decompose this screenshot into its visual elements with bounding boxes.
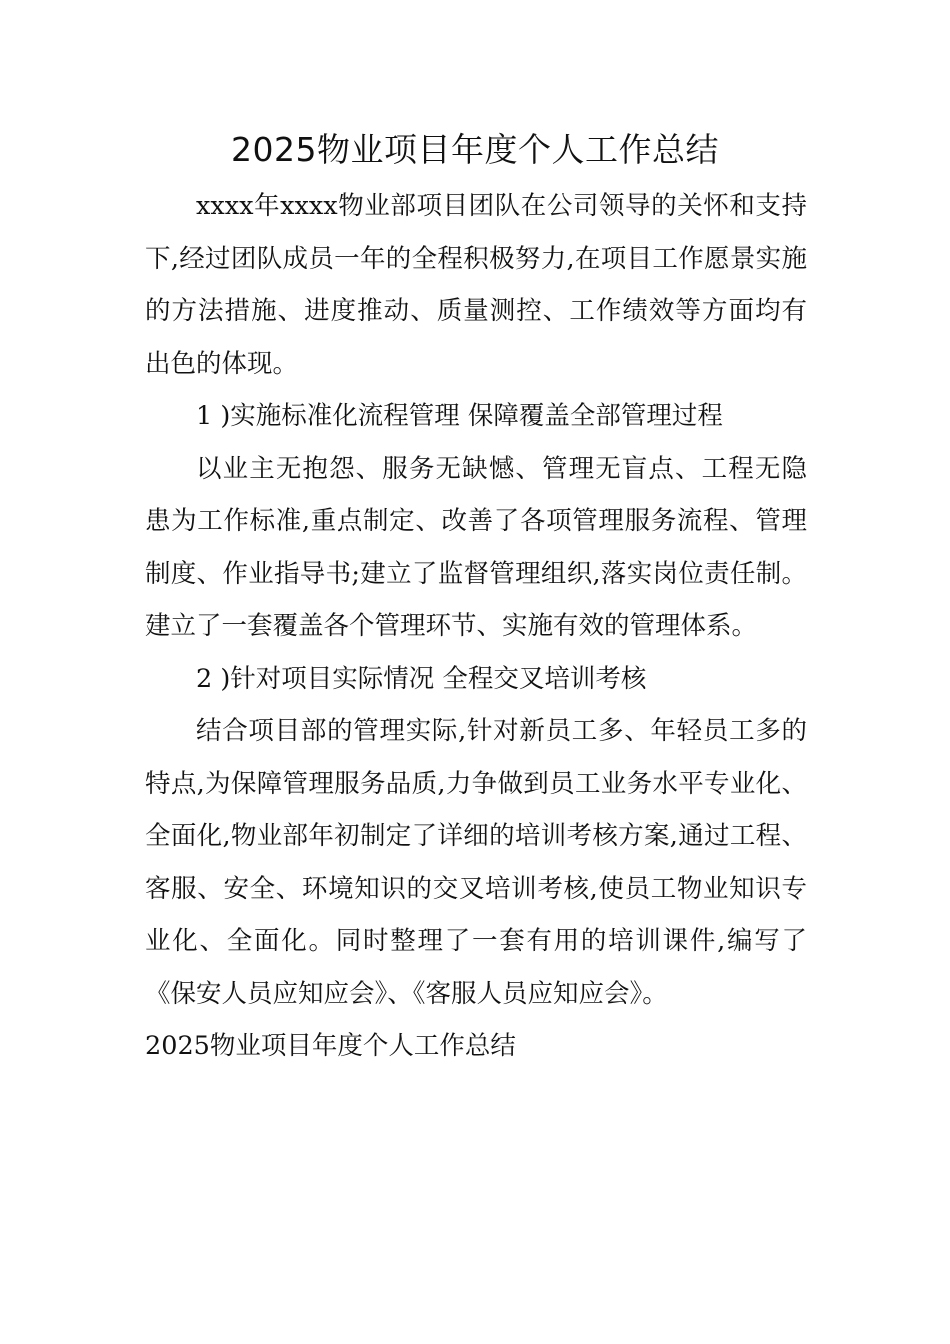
section-1-paragraph: 以业主无抱怨、服务无缺憾、管理无盲点、工程无隐患为工作标准,重点制定、改善了各项管理服务流程、管理制度、作业指导书;建立了监督管理组织,落实岗位责任制。建立了一套覆盖各个管理环节、实施有效的管理体系。 [145,453,807,641]
footer-title: 2025物业项目年度个人工作总结 [145,1031,516,1061]
section-2-heading: 2 )针对项目实际情况 全程交叉培训考核 [196,663,647,694]
section-2-paragraph: 结合项目部的管理实际,针对新员工多、年轻员工多的特点,为保障管理服务品质,力争做到员工业务水平专业化、全面化,物业部年初制定了详细的培训考核方案,通过工程、客服、安全、环境知识的交叉培训考核,使员工物业知识专业化、全面化。同时整理了一套有用的培训课件,编写了《保安人员应知应会》、《客服人员应知应会》。 [145,716,807,1009]
section-1-heading: 1 )实施标准化流程管理 保障覆盖全部管理过程 [196,401,723,431]
intro-paragraph: xxxx年xxxx物业部项目团队在公司领导的关怀和支持下,经过团队成员一年的全程积极努力,在项目工作愿景实施的方法措施、进度推动、质量测控、工作绩效等方面均有出色的体现。 [145,191,807,379]
document-title: 2025物业项目年度个人工作总结 [231,130,719,169]
document-body [145,180,807,1073]
